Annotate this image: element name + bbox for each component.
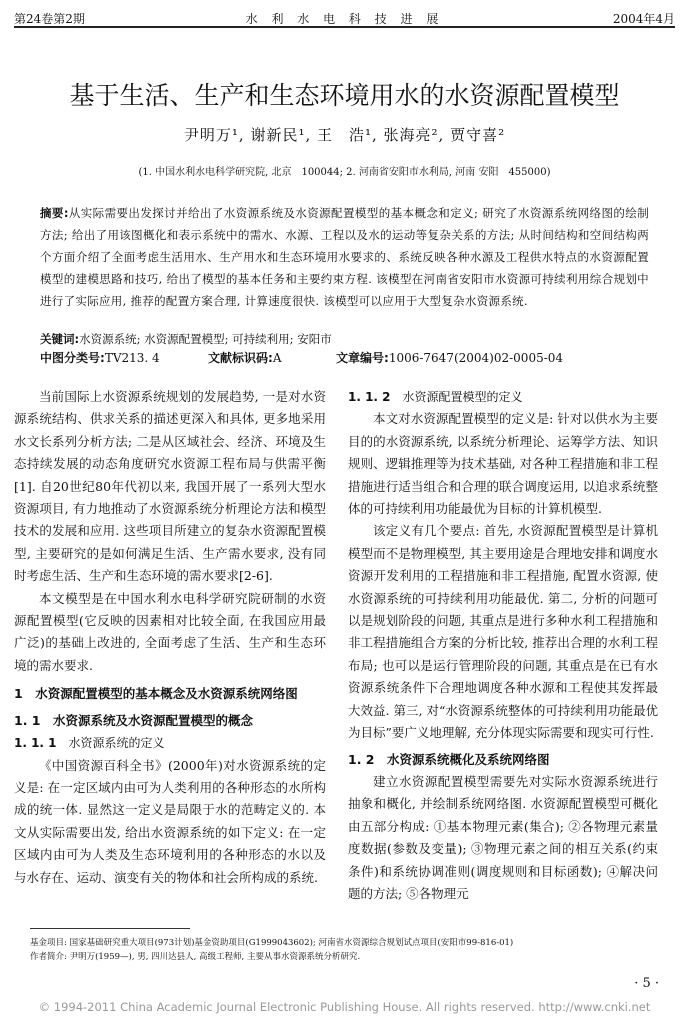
article-id-label: 文章编号: <box>336 351 389 365</box>
keywords-label: 关键词: <box>40 332 80 346</box>
footnote-divider <box>30 928 190 929</box>
section-1-1-heading: 1. 1 水资源系统及水资源配置模型的概念 <box>14 712 253 728</box>
left-column <box>14 386 326 889</box>
affiliations: (1. 中国水利水电科学研究院, 北京 100044; 2. 河南省安阳市水利局, 河南 安阳 455000) <box>138 167 551 178</box>
section-1-heading: 1 水资源配置模型的基本概念及水资源系统网络图 <box>14 686 298 702</box>
section-number: 1. 1. 1 <box>14 736 57 751</box>
section-title: 水资源系统的定义 <box>68 736 165 751</box>
copyright-notice: © 1994-2011 China Academic Journal Electronic Publishing House. All rights reserved. http://www.cnki.net <box>38 1000 651 1014</box>
intro-paragraph-2: 本文模型是在中国水利水电科学研究院研制的水资源配置模型(它反映的因素相对比较全面, 在我国应用最广泛)的基础上改进的, 全面考虑了生活、生产和生态环境的需水要求. <box>14 590 326 673</box>
definition-paragraph: 《中国资源百科全书》(2000年)对水资源系统的定义是: 在一定区域内由可为人类利用的各种形态的水所构成的统一体. 显然这一定义是局限于水的范畴定义的. 本文从实际需要出发, 给出水资源系统的如下定义: 在一定区域内由可为人类及生态环境利用的各种形态的水以及与水存在、运动、演变有关的物体和社会所构成的系统. <box>14 757 326 885</box>
section-number: 1. 1. 2 <box>348 390 391 404</box>
generalization-paragraph: 建立水资源配置模型需要先对实际水资源系统进行抽象和概化, 并绘制系统网络图. 水资源配置模型可概化由五部分构成: ①基本物理元素(集合); ②各物理元素量度数据(参数及变量); ③物理元素之间的相互关系(约束条件)和系统协调准则(调度规则和目标函数); ④解决问题的方法; ⑤各物理元 <box>348 773 658 901</box>
intro-paragraph-1: 当前国际上水资源系统规划的发展趋势, 一是对水资源系统结构、供求关系的描述更深入和具体, 更多地采用水文长系列分析方法; 二是从区域社会、经济、环境及生态持续发展的动态角度研究水资源工程布局与供需平衡[1]. 自20世纪80年代初以来, 我国开展了一系列大型水资源项目, 有力地推动了水资源系统分析理论方法和模型技术的发展和应用. 这些项目所建立的复杂水资源配置模型, 主要研究的是如何满足生活、生产需水要求, 没有同时考虑生活、生产和生态环境的需水要求[2-6]. <box>14 389 326 584</box>
paper-title: 基于生活、生产和生态环境用水的水资源配置模型 <box>69 81 620 110</box>
doc-code-label: 文献标识码: <box>208 351 273 365</box>
doc-code-value: A <box>272 351 282 365</box>
footnotes <box>30 936 669 964</box>
section-1-2-heading: 1. 2 水资源系统概化及系统网络图 <box>348 751 550 767</box>
volume-issue: 第24卷第2期 <box>14 12 85 26</box>
author-bio-note: 作者简介: 尹明万(1959—), 男, 四川达县人, 高级工程师, 主要从事水资源系统分析研究. <box>30 952 361 962</box>
model-definition-paragraph: 本文对水资源配置模型的定义是: 针对以供水为主要目的的水资源系统, 以系统分析理论、运筹学方法、知识规则、逻辑推理等为技术基础, 对各种工程措施和非工程措施进行适当组合和合理的联合调度运用, 以追求系统整体的可持续利用功能最优为目标的计算机模型. <box>348 411 658 517</box>
right-column <box>348 386 658 905</box>
page-number: · 5 · <box>634 976 659 991</box>
abstract-label: 摘要: <box>40 206 69 220</box>
running-header <box>14 8 675 28</box>
section-1-1-1-heading <box>14 732 326 754</box>
key-points-paragraph: 该定义有几个要点: 首先, 水资源配置模型是计算机模型而不是物理模型, 其主要用途是合理地安排和调度水资源开发利用的工程措施和非工程措施, 配置水资源, 使水资源系统的可持续利用功能最优. 第二, 分析的问题可以是规划阶段的问题, 其重点是进行多种水利工程措施和非工程措施组合方案的分析比较, 推荐出合理的水利工程布局; 也可以是运行管理阶段的问题, 其重点是在已有水资源系统条件下合理地调度各种水源和工程使其发挥最大效益. 第三, 对“水资源系统整体的可持续利用功能最优为目标”要广义地理解, 充分体现实际需要和现实可行性. <box>348 523 658 741</box>
section-title: 水资源配置模型的定义 <box>402 390 523 404</box>
section-1-1-2-heading <box>348 386 658 408</box>
clc-label: 中图分类号: <box>40 351 105 365</box>
fund-note: 基金项目: 国家基础研究重大项目(973计划)基金资助项目(G1999043602); 河南省水资源综合规划试点项目(安阳市99-816-01) <box>30 938 514 948</box>
article-id-value: 1006-7647(2004)02-0005-04 <box>388 351 564 365</box>
journal-name: 水 利 水 电 科 技 进 展 <box>245 12 444 26</box>
clc-value: TV213. 4 <box>104 351 160 365</box>
abstract <box>40 202 649 312</box>
keywords-text: 水资源系统; 水资源配置模型; 可持续利用; 安阳市 <box>79 332 332 346</box>
keywords <box>40 330 649 348</box>
author-list: 尹明万¹, 谢新民¹, 王 浩¹, 张海亮², 贾守喜² <box>183 126 506 144</box>
abstract-text: 从实际需要出发探讨并给出了水资源系统及水资源配置模型的基本概念和定义; 研究了水资源系统网络图的绘制方法; 给出了用该图概化和表示系统中的需水、水源、工程以及水的运动等复杂关系的方法; 从时间结构和空间结构两个方面介绍了全面考虑生活用水、生产用水和生态环境用水要求的、系统反映各种水源及工程供水特点的水资源配置模型的建模思路和技巧, 给出了模型的基本任务和主要约束方程. 该模型在河南省安阳市水资源可持续利用综合规划中进行了实际应用, 推荐的配置方案合理, 计算速度很快. 该模型可以应用于大型复杂水资源系统. <box>40 206 649 308</box>
issue-date: 2004年4月 <box>612 12 675 26</box>
